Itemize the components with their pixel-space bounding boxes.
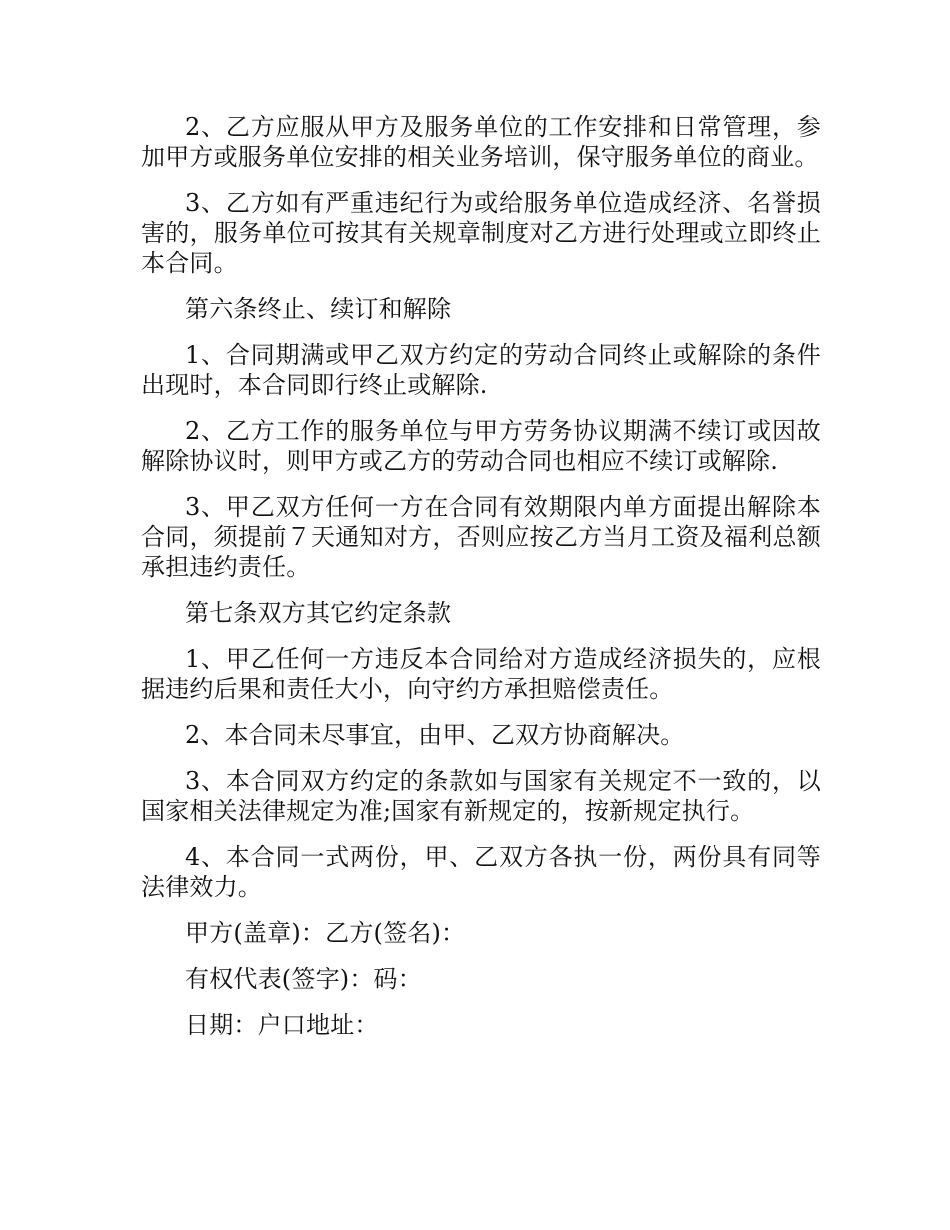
clause-7-1-compensation: 1、甲乙任何一方违反本合同给对方造成经济损失的，应根据违约后果和责任大小，向守约方承担赔偿责任。 [141, 645, 821, 703]
signature-party-line: 甲方(盖章)：乙方(签名)： [185, 919, 466, 947]
clause-2-obey-management: 2、乙方应服从甲方及服务单位的工作安排和日常管理，参加甲方或服务单位安排的相关业务培训，保守服务单位的商业。 [141, 113, 821, 171]
clause-3-serious-violation: 3、乙方如有严重违纪行为或给服务单位造成经济、名誉损害的，服务单位可按其有关规章制度对乙方进行处理或立即终止本合同。 [141, 189, 821, 277]
clause-7-4-copies: 4、本合同一式两份，甲、乙双方各执一份，两份具有同等法律效力。 [141, 843, 821, 901]
clause-6-3-unilateral-termination: 3、甲乙双方任何一方在合同有效期限内单方面提出解除本合同，须提前７天通知对方，否则应按乙方当月工资及福利总额承担违约责任。 [141, 493, 821, 581]
clause-6-2-service-unit: 2、乙方工作的服务单位与甲方劳务协议期满不续订或因故解除协议时，则甲方或乙方的劳动合同也相应不续订或解除. [141, 417, 821, 475]
signature-representative-line: 有权代表(签字)：码： [185, 965, 422, 993]
clause-7-2-negotiation: 2、本合同未尽事宜，由甲、乙双方协商解决。 [185, 721, 685, 749]
section-6-heading: 第六条终止、续订和解除 [185, 295, 452, 323]
clause-7-3-national-law: 3、本合同双方约定的条款如与国家有关规定不一致的，以国家相关法律规定为准;国家有新规定的，按新规定执行。 [141, 767, 821, 825]
document-body [141, 112, 821, 1056]
clause-6-1-expiry: 1、合同期满或甲乙双方约定的劳动合同终止或解除的条件出现时，本合同即行终止或解除. [141, 341, 821, 399]
section-7-heading: 第七条双方其它约定条款 [185, 599, 452, 627]
signature-date-line: 日期：户口地址： [185, 1011, 379, 1039]
